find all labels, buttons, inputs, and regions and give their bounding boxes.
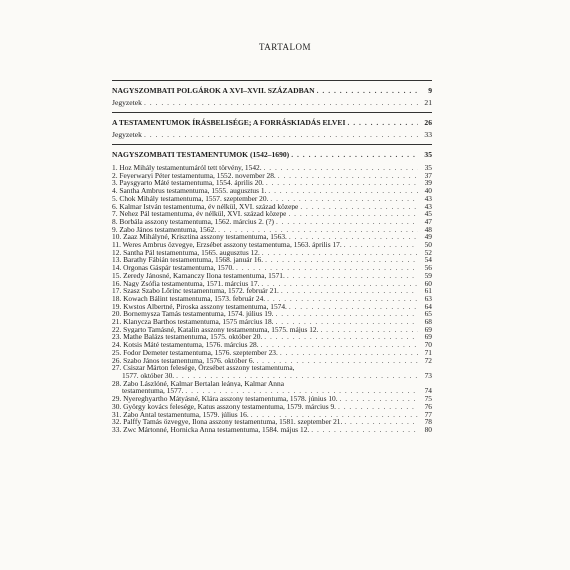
leader-dots <box>262 249 418 257</box>
page-number: 69 <box>424 324 432 334</box>
toc-entry <box>112 172 432 180</box>
leader-dots <box>288 210 418 218</box>
page-number: 9 <box>428 86 432 95</box>
toc-entry <box>112 364 432 372</box>
toc-entry <box>112 272 432 280</box>
toc-entry <box>112 179 432 187</box>
entry-text: 28. Zabo Lászlóné, Kalmar Bertalan leánya, Kalmar Anna <box>112 379 284 388</box>
page-number: 45 <box>424 209 432 219</box>
leader-dots <box>265 256 418 264</box>
leader-dots <box>256 357 418 365</box>
toc-entry <box>112 411 432 419</box>
page-number: 77 <box>424 409 432 419</box>
leader-dots <box>261 280 418 288</box>
toc-subentry <box>112 131 432 139</box>
entry-text: 7. Nehez Pál testamentuma, év nélkül, XVI. század közepe <box>112 210 287 218</box>
page-number: 71 <box>424 347 432 357</box>
toc-entry <box>112 264 432 272</box>
toc-entry <box>112 357 432 365</box>
toc-section-1 <box>112 80 432 107</box>
toc-entry-list <box>112 164 432 434</box>
page-number: 37 <box>424 170 432 180</box>
toc-section-2 <box>112 112 432 139</box>
page-number: 35 <box>424 163 432 172</box>
toc-entry <box>112 326 432 334</box>
toc-entry <box>112 249 432 257</box>
toc-entry <box>112 349 432 357</box>
leader-dots <box>264 164 418 172</box>
leader-dots <box>276 318 418 326</box>
entry-text: 6. Kalmar István testamentuma, év nélkül, XVI. század közepe <box>112 202 299 211</box>
page-number: 43 <box>424 201 432 211</box>
entry-text: 21. Klanycza Barthos testamentuma, 1575 március 18. <box>112 318 274 326</box>
toc-entry <box>112 303 432 311</box>
toc-entry <box>112 226 432 234</box>
leader-dots <box>185 387 418 395</box>
page-number: 48 <box>424 224 432 234</box>
toc-entry <box>112 218 432 226</box>
leader-dots <box>289 303 418 311</box>
leader-dots <box>251 411 418 419</box>
leader-dots <box>176 372 418 380</box>
entry-text: 12. Santha Pál testamentuma, 1565. augusztus 12. <box>112 248 260 257</box>
toc-section-3 <box>112 144 432 159</box>
entry-text: 29. Nyereghyartho Mátyásné, Klára asszony testamentuma, 1578. június 10. <box>112 395 338 403</box>
entry-text: 27. Csiszar Márton felesége, Örzsébet asszony testamentuma, <box>112 364 295 372</box>
entry-text: 32. Palffy Tamás özvegye, Ilona asszony testamentuma, 1581. szeptember 21. <box>112 418 343 426</box>
subentry-text: Jegyzetek <box>112 98 142 107</box>
toc-entry <box>112 395 432 403</box>
page-number: 75 <box>424 394 432 404</box>
toc-entry <box>112 203 432 211</box>
toc-entry <box>112 210 432 218</box>
page-number: 68 <box>424 317 432 327</box>
page-number: 33 <box>424 130 432 139</box>
entry-text: 3. Paysgyarto Máté testamentuma, 1554. április 20. <box>112 179 264 188</box>
entry-text: 15. Zeredy Jánosné, Kamanczy Ilona testamentuma, 1571. <box>112 271 285 280</box>
toc-entry <box>112 295 432 303</box>
entry-text: 17. Szasz Szabo Lőrinc testamentuma, 1572. február 21. <box>112 287 279 295</box>
toc-entry <box>112 341 432 349</box>
toc-heading <box>112 151 432 159</box>
leader-dots <box>270 195 418 203</box>
leader-dots <box>311 426 418 434</box>
page-number: 49 <box>424 232 432 242</box>
heading-text: A TESTAMENTUMOK ÍRÁSBELISÉGE; A FORRÁSKIADÁS ELVEI <box>112 118 346 127</box>
page-title: TARTALOM <box>258 42 311 52</box>
toc-entry <box>112 256 432 264</box>
page-number: 21 <box>424 98 432 107</box>
toc-entry <box>112 333 432 341</box>
entry-text: 13. Barathy Fábián testamentuma, 1568. január 16. <box>112 256 264 265</box>
toc-heading <box>112 119 432 127</box>
page-number: 70 <box>424 340 432 350</box>
toc-entry <box>112 164 432 172</box>
leader-dots <box>281 287 418 295</box>
entry-text: 26. Szabo János testamentuma, 1576. október 6. <box>112 356 255 365</box>
entry-text: 2. Feyerwaryi Péter testamentuma, 1552. november 28. <box>112 171 276 180</box>
toc-entry <box>112 241 432 249</box>
leader-dots <box>344 241 418 249</box>
entry-text: 5. Chok Mihály testamentuma, 1557. szeptember 20. <box>112 194 269 203</box>
leader-dots <box>289 233 418 241</box>
entry-text: 30. György kovács felesége, Katus asszony testamentuma, 1579. március 9. <box>112 402 336 411</box>
leader-dots <box>218 226 418 234</box>
toc-subentry <box>112 99 432 107</box>
toc-entry <box>112 233 432 241</box>
page-number: 35 <box>424 150 432 159</box>
leader-dots <box>278 172 418 180</box>
page-number: 76 <box>424 401 432 411</box>
leader-dots <box>291 151 418 159</box>
page-number: 40 <box>424 186 432 196</box>
entry-text: 16. Nagy Zsófia testamentuma, 1571. március 17. <box>112 279 260 288</box>
entry-text: 11. Weres Ambrus özvegye, Erzsébet asszony testamentuma, 1563. április 17. <box>112 241 342 249</box>
leader-dots <box>300 203 418 211</box>
leader-dots <box>144 99 418 107</box>
entry-text: 10. Zaaz Mihályné, Krisztina asszony testamentuma, 1563. <box>112 233 287 242</box>
leader-dots <box>276 218 418 226</box>
entry-text: testamentuma, 1577. <box>122 387 184 396</box>
page-number: 50 <box>424 240 432 250</box>
entry-text: 33. Zwc Mártonné, Hornicka Anna testamentuma, 1584. május 12. <box>112 425 310 434</box>
page-number: 80 <box>424 424 432 434</box>
toc-entry <box>112 426 432 434</box>
entry-text: 19. Kwstos Albertné, Piroska asszony testamentuma, 1574. <box>112 302 287 311</box>
page-number: 72 <box>424 355 432 365</box>
entry-text: 25. Fodor Demeter testamentuma, 1576. szeptember 23. <box>112 348 278 357</box>
toc-entry <box>112 187 432 195</box>
entry-text: 4. Santha Ambrus testamentuma, 1555. augusztus 1. <box>112 187 267 195</box>
toc-entry-continuation <box>112 372 432 380</box>
page-number: 73 <box>424 370 432 380</box>
toc-entry <box>112 418 432 426</box>
leader-dots <box>347 119 418 127</box>
page-number: 60 <box>424 278 432 288</box>
leader-dots <box>320 326 418 334</box>
toc-entry <box>112 195 432 203</box>
toc-entry-continuation <box>112 387 432 395</box>
page-number: 47 <box>424 216 432 226</box>
leader-dots <box>344 418 418 426</box>
entry-text: 1. Hoz Mihály testamentumáról tett törvény, 1542. <box>112 164 262 172</box>
subentry-text: Jegyzetek <box>112 130 142 139</box>
toc-entry <box>112 287 432 295</box>
toc-entry <box>112 280 432 288</box>
toc-entry <box>112 380 432 388</box>
leader-dots <box>276 310 418 318</box>
entry-text: 22. Sygarto Tamásné, Katalin asszony testamentuma, 1575. május 12. <box>112 325 319 334</box>
entry-text: 1577. október 30. <box>122 371 175 380</box>
leader-dots <box>340 395 418 403</box>
page-number: 78 <box>424 417 432 427</box>
page-number: 56 <box>424 263 432 273</box>
leader-dots <box>317 87 418 95</box>
leader-dots <box>268 187 418 195</box>
leader-dots <box>280 349 418 357</box>
page-number: 54 <box>424 255 432 265</box>
entry-text: 31. Zabo Antal testamentuma, 1579. július 16. <box>112 410 249 419</box>
page-number: 26 <box>424 118 432 127</box>
page-number: 59 <box>424 270 432 280</box>
entry-text: 20. Bornemysza Tamás testamentuma, 1574. július 19. <box>112 310 274 319</box>
entry-text: 9. Zabo János testamentuma, 1562. <box>112 225 217 234</box>
page-number: 43 <box>424 193 432 203</box>
page-number: 65 <box>424 309 432 319</box>
leader-dots <box>261 341 418 349</box>
toc-entry <box>112 310 432 318</box>
leader-dots <box>267 295 418 303</box>
page-number: 74 <box>424 386 432 396</box>
toc-entry <box>112 403 432 411</box>
entry-text: 14. Orgonas Gáspár testamentuma, 1570. <box>112 264 234 272</box>
entry-text: 23. Mathe Balázs testamentuma, 1575. október 20. <box>112 333 263 342</box>
page-number: 61 <box>424 286 432 296</box>
heading-text: NAGYSZOMBATI POLGÁROK A XVI–XVII. SZÁZADBAN <box>112 86 315 95</box>
toc-entry <box>112 318 432 326</box>
entry-text: 24. Kotsis Máté testamentuma, 1576. március 28. <box>112 341 259 349</box>
toc-heading <box>112 87 432 95</box>
page-number: 63 <box>424 293 432 303</box>
leader-dots <box>266 179 418 187</box>
page-number: 64 <box>424 301 432 311</box>
leader-dots <box>144 131 418 139</box>
heading-text: NAGYSZOMBATI TESTAMENTUMOK (1542–1690) <box>112 150 290 159</box>
leader-dots <box>236 264 418 272</box>
page-number: 39 <box>424 178 432 188</box>
leader-dots <box>287 272 418 280</box>
entry-text: 18. Kowach Bálint testamentuma, 1573. február 24. <box>112 294 266 303</box>
leader-dots <box>264 333 418 341</box>
page-number: 52 <box>424 247 432 257</box>
page-number: 69 <box>424 332 432 342</box>
leader-dots <box>338 403 418 411</box>
entry-text: 8. Borbála asszony testamentuma, 1562. március 2. (?) <box>112 217 274 226</box>
